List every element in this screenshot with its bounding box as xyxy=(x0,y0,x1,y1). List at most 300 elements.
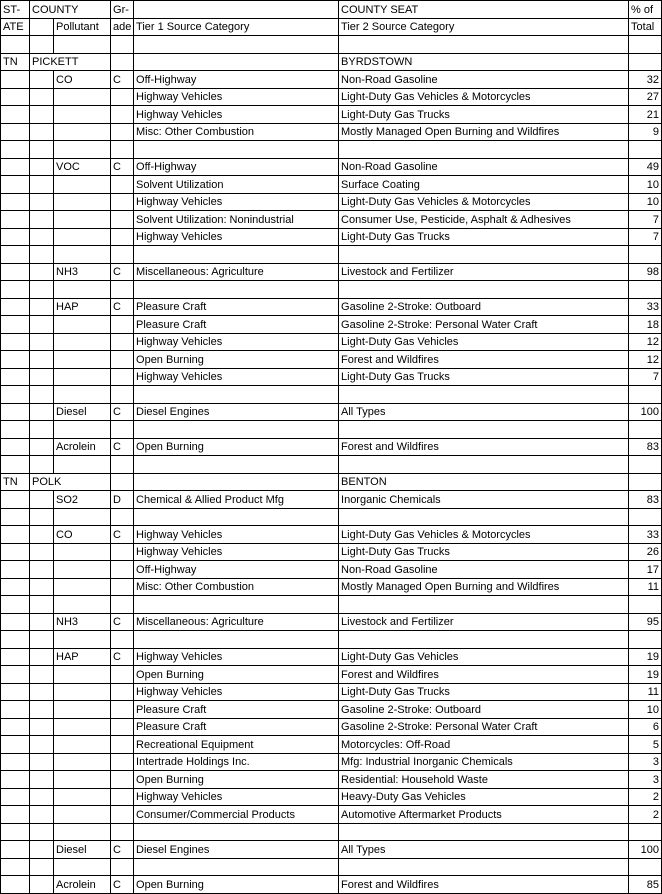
cell-pollutant xyxy=(54,806,111,824)
cell-tier1: Open Burning xyxy=(134,771,339,789)
cell-county xyxy=(30,263,54,281)
cell-tier1 xyxy=(134,421,339,439)
cell-pct: 19 xyxy=(629,648,662,666)
cell-grade: D xyxy=(111,491,134,509)
cell-state xyxy=(1,36,30,54)
cell-tier1: Intertrade Holdings Inc. xyxy=(134,753,339,771)
cell-tier2: Livestock and Fertilizer xyxy=(339,613,629,631)
cell-grade xyxy=(111,211,134,229)
cell-tier1 xyxy=(134,823,339,841)
cell-pct: 6 xyxy=(629,718,662,736)
cell-grade xyxy=(111,141,134,159)
cell-pollutant: VOC xyxy=(54,158,111,176)
cell-tier2: Consumer Use, Pesticide, Asphalt & Adhesives xyxy=(339,211,629,229)
cell-pollutant xyxy=(54,141,111,159)
cell-tier2 xyxy=(339,596,629,614)
cell-tier1: Misc: Other Combustion xyxy=(134,578,339,596)
cell-pct: 32 xyxy=(629,71,662,89)
table-row xyxy=(1,71,662,89)
cell-pollutant xyxy=(54,736,111,754)
cell-grade xyxy=(111,718,134,736)
cell-tier1: Solvent Utilization xyxy=(134,176,339,194)
header-state-line2: ATE xyxy=(1,18,30,36)
cell-county xyxy=(30,561,54,579)
cell-pct: 3 xyxy=(629,753,662,771)
header-county-seat: COUNTY SEAT xyxy=(339,1,629,19)
cell-grade xyxy=(111,806,134,824)
cell-tier2 xyxy=(339,36,629,54)
cell-tier1: Open Burning xyxy=(134,876,339,894)
cell-pollutant: CO xyxy=(54,526,111,544)
table-row xyxy=(1,876,662,894)
cell-county xyxy=(30,508,54,526)
cell-county xyxy=(30,158,54,176)
cell-grade xyxy=(111,281,134,299)
cell-tier1 xyxy=(134,386,339,404)
cell-tier1: Diesel Engines xyxy=(134,403,339,421)
cell-pct: 5 xyxy=(629,736,662,754)
cell-grade xyxy=(111,316,134,334)
cell-tier1: Off-Highway xyxy=(134,561,339,579)
cell-state xyxy=(1,106,30,124)
cell-county xyxy=(30,876,54,894)
cell-state xyxy=(1,193,30,211)
cell-tier1: Open Burning xyxy=(134,666,339,684)
cell-pollutant: Acrolein xyxy=(54,438,111,456)
blank-row xyxy=(1,508,662,526)
cell-tier2 xyxy=(339,421,629,439)
cell-tier1: Highway Vehicles xyxy=(134,106,339,124)
header-pct-line2: Total xyxy=(629,18,662,36)
cell-grade xyxy=(111,823,134,841)
cell-tier1: Open Burning xyxy=(134,438,339,456)
cell-grade: C xyxy=(111,158,134,176)
cell-tier1: Recreational Equipment xyxy=(134,736,339,754)
cell-tier2: Mostly Managed Open Burning and Wildfires xyxy=(339,123,629,141)
cell-county xyxy=(30,788,54,806)
cell-state xyxy=(1,298,30,316)
cell-tier1: Miscellaneous: Agriculture xyxy=(134,613,339,631)
cell-grade xyxy=(111,246,134,264)
cell-county xyxy=(30,351,54,369)
cell-tier2: Forest and Wildfires xyxy=(339,876,629,894)
cell-tier2: Gasoline 2-Stroke: Outboard xyxy=(339,701,629,719)
cell-grade xyxy=(111,771,134,789)
table-row xyxy=(1,736,662,754)
cell-tier1: Misc: Other Combustion xyxy=(134,123,339,141)
cell-pct: 12 xyxy=(629,333,662,351)
cell-grade xyxy=(111,683,134,701)
table-row xyxy=(1,526,662,544)
table-row xyxy=(1,701,662,719)
cell-pct xyxy=(629,858,662,876)
cell-state xyxy=(1,421,30,439)
cell-tier2: Non-Road Gasoline xyxy=(339,158,629,176)
cell-grade xyxy=(111,333,134,351)
cell-tier2 xyxy=(339,456,629,474)
cell-pollutant: NH3 xyxy=(54,263,111,281)
cell-county xyxy=(30,438,54,456)
header-grade-line1: Gr- xyxy=(111,1,134,19)
cell-grade xyxy=(111,368,134,386)
table-row xyxy=(1,491,662,509)
cell-pollutant xyxy=(54,753,111,771)
cell-pollutant xyxy=(54,561,111,579)
header-row-2 xyxy=(1,18,662,36)
cell-county xyxy=(30,823,54,841)
cell-county xyxy=(30,736,54,754)
cell-tier2: Residential: Household Waste xyxy=(339,771,629,789)
cell-county: PICKETT xyxy=(30,53,111,71)
cell-tier2: Light-Duty Gas Vehicles & Motorcycles xyxy=(339,193,629,211)
table-row xyxy=(1,718,662,736)
cell-state xyxy=(1,648,30,666)
cell-county xyxy=(30,491,54,509)
table-row xyxy=(1,298,662,316)
cell-grade xyxy=(111,543,134,561)
header-tier1-spacer xyxy=(134,1,339,19)
cell-county xyxy=(30,596,54,614)
cell-pollutant xyxy=(54,36,111,54)
table-row xyxy=(1,648,662,666)
cell-tier1: Highway Vehicles xyxy=(134,228,339,246)
cell-tier2 xyxy=(339,386,629,404)
cell-county xyxy=(30,298,54,316)
cell-grade: C xyxy=(111,613,134,631)
table-row xyxy=(1,88,662,106)
cell-pct: 100 xyxy=(629,841,662,859)
cell-state xyxy=(1,211,30,229)
cell-pollutant xyxy=(54,508,111,526)
cell-grade xyxy=(111,456,134,474)
cell-county xyxy=(30,141,54,159)
cell-pollutant xyxy=(54,211,111,229)
cell-pollutant xyxy=(54,176,111,194)
cell-tier1: Highway Vehicles xyxy=(134,193,339,211)
cell-tier2: Gasoline 2-Stroke: Outboard xyxy=(339,298,629,316)
cell-pollutant xyxy=(54,193,111,211)
blank-row xyxy=(1,386,662,404)
cell-grade xyxy=(111,228,134,246)
cell-pct: 7 xyxy=(629,228,662,246)
cell-state xyxy=(1,71,30,89)
cell-pollutant xyxy=(54,386,111,404)
table-row xyxy=(1,753,662,771)
table-row xyxy=(1,176,662,194)
table-row xyxy=(1,106,662,124)
cell-tier1: Open Burning xyxy=(134,351,339,369)
cell-tier1 xyxy=(134,508,339,526)
cell-pct: 10 xyxy=(629,193,662,211)
cell-pollutant xyxy=(54,123,111,141)
cell-grade xyxy=(111,631,134,649)
cell-pct: 2 xyxy=(629,788,662,806)
cell-state xyxy=(1,438,30,456)
cell-state xyxy=(1,561,30,579)
cell-pct: 85 xyxy=(629,876,662,894)
cell-tier2: Motorcycles: Off-Road xyxy=(339,736,629,754)
cell-state xyxy=(1,876,30,894)
cell-pct xyxy=(629,421,662,439)
cell-grade xyxy=(111,508,134,526)
cell-tier2: Inorganic Chemicals xyxy=(339,491,629,509)
cell-pct: 17 xyxy=(629,561,662,579)
table-row xyxy=(1,788,662,806)
cell-county xyxy=(30,841,54,859)
header-state-line1: ST- xyxy=(1,1,30,19)
cell-county xyxy=(30,281,54,299)
cell-pollutant xyxy=(54,421,111,439)
cell-state xyxy=(1,281,30,299)
cell-state: TN xyxy=(1,473,30,491)
table-row xyxy=(1,123,662,141)
cell-county xyxy=(30,333,54,351)
cell-tier1: Solvent Utilization: Nonindustrial xyxy=(134,211,339,229)
cell-grade xyxy=(111,753,134,771)
table-row xyxy=(1,228,662,246)
cell-tier2: Light-Duty Gas Vehicles xyxy=(339,648,629,666)
cell-state xyxy=(1,88,30,106)
cell-grade xyxy=(111,351,134,369)
cell-tier1: Consumer/Commercial Products xyxy=(134,806,339,824)
cell-tier2: Gasoline 2-Stroke: Personal Water Craft xyxy=(339,316,629,334)
cell-state xyxy=(1,386,30,404)
cell-grade xyxy=(111,858,134,876)
cell-tier2 xyxy=(339,858,629,876)
cell-tier2: Mostly Managed Open Burning and Wildfires xyxy=(339,578,629,596)
cell-state xyxy=(1,526,30,544)
cell-pct xyxy=(629,281,662,299)
cell-tier2: Surface Coating xyxy=(339,176,629,194)
cell-state xyxy=(1,596,30,614)
cell-county xyxy=(30,456,54,474)
cell-tier1 xyxy=(134,596,339,614)
cell-pollutant xyxy=(54,456,111,474)
cell-pct: 95 xyxy=(629,613,662,631)
cell-state xyxy=(1,823,30,841)
blank-row xyxy=(1,456,662,474)
cell-state xyxy=(1,701,30,719)
cell-pct: 19 xyxy=(629,666,662,684)
cell-state xyxy=(1,316,30,334)
cell-pct xyxy=(629,596,662,614)
cell-state xyxy=(1,141,30,159)
cell-pollutant: HAP xyxy=(54,648,111,666)
header-pollutant: Pollutant xyxy=(54,18,111,36)
cell-tier2: Heavy-Duty Gas Vehicles xyxy=(339,788,629,806)
cell-pct: 7 xyxy=(629,368,662,386)
cell-tier2: Light-Duty Gas Vehicles & Motorcycles xyxy=(339,526,629,544)
cell-tier1: Miscellaneous: Agriculture xyxy=(134,263,339,281)
cell-pollutant: HAP xyxy=(54,298,111,316)
cell-state xyxy=(1,176,30,194)
cell-pct: 12 xyxy=(629,351,662,369)
cell-grade: C xyxy=(111,841,134,859)
cell-state xyxy=(1,788,30,806)
cell-grade xyxy=(111,666,134,684)
blank-row xyxy=(1,281,662,299)
cell-pct xyxy=(629,36,662,54)
cell-tier1 xyxy=(134,141,339,159)
cell-tier1 xyxy=(134,53,339,71)
cell-tier1 xyxy=(134,246,339,264)
blank-row xyxy=(1,421,662,439)
cell-grade xyxy=(111,123,134,141)
cell-pct: 10 xyxy=(629,176,662,194)
cell-pollutant xyxy=(54,351,111,369)
cell-tier1 xyxy=(134,281,339,299)
cell-tier1: Off-Highway xyxy=(134,158,339,176)
cell-tier2 xyxy=(339,631,629,649)
header-county: COUNTY xyxy=(30,1,111,19)
cell-state xyxy=(1,666,30,684)
cell-pct: 9 xyxy=(629,123,662,141)
cell-county xyxy=(30,106,54,124)
cell-pollutant xyxy=(54,596,111,614)
cell-pct: 2 xyxy=(629,806,662,824)
cell-county xyxy=(30,88,54,106)
cell-tier2: Non-Road Gasoline xyxy=(339,561,629,579)
cell-pct xyxy=(629,508,662,526)
cell-county xyxy=(30,578,54,596)
cell-county xyxy=(30,368,54,386)
cell-state xyxy=(1,613,30,631)
cell-pollutant xyxy=(54,823,111,841)
cell-county xyxy=(30,543,54,561)
cell-tier1: Pleasure Craft xyxy=(134,718,339,736)
cell-pollutant xyxy=(54,771,111,789)
cell-pollutant: CO xyxy=(54,71,111,89)
cell-grade: C xyxy=(111,876,134,894)
cell-tier1: Highway Vehicles xyxy=(134,543,339,561)
cell-pct: 83 xyxy=(629,491,662,509)
table-row xyxy=(1,841,662,859)
cell-tier1: Pleasure Craft xyxy=(134,298,339,316)
cell-tier2: Light-Duty Gas Trucks xyxy=(339,228,629,246)
cell-pollutant xyxy=(54,701,111,719)
cell-pct xyxy=(629,823,662,841)
cell-tier1: Highway Vehicles xyxy=(134,648,339,666)
cell-pollutant xyxy=(54,858,111,876)
cell-grade xyxy=(111,701,134,719)
cell-tier2: Light-Duty Gas Vehicles & Motorcycles xyxy=(339,88,629,106)
table-row xyxy=(1,333,662,351)
cell-tier2: Automotive Aftermarket Products xyxy=(339,806,629,824)
header-pct-line1: % of xyxy=(629,1,662,19)
table-row xyxy=(1,351,662,369)
cell-state xyxy=(1,806,30,824)
blank-row xyxy=(1,858,662,876)
cell-county-seat: BYRDSTOWN xyxy=(339,53,629,71)
cell-tier1 xyxy=(134,36,339,54)
cell-pollutant xyxy=(54,788,111,806)
cell-pollutant: NH3 xyxy=(54,613,111,631)
cell-state xyxy=(1,683,30,701)
cell-pct: 98 xyxy=(629,263,662,281)
table-row xyxy=(1,578,662,596)
table-row xyxy=(1,211,662,229)
cell-pct: 33 xyxy=(629,526,662,544)
cell-county xyxy=(30,228,54,246)
cell-pollutant: Diesel xyxy=(54,841,111,859)
cell-state xyxy=(1,246,30,264)
cell-state xyxy=(1,736,30,754)
cell-tier1: Highway Vehicles xyxy=(134,526,339,544)
cell-grade: C xyxy=(111,438,134,456)
cell-tier1 xyxy=(134,456,339,474)
cell-county xyxy=(30,683,54,701)
cell-pollutant xyxy=(54,631,111,649)
table-row xyxy=(1,771,662,789)
cell-state xyxy=(1,403,30,421)
cell-state xyxy=(1,631,30,649)
cell-grade xyxy=(111,88,134,106)
cell-pollutant xyxy=(54,666,111,684)
cell-pct: 33 xyxy=(629,298,662,316)
cell-state xyxy=(1,578,30,596)
cell-pct xyxy=(629,631,662,649)
cell-pct xyxy=(629,246,662,264)
cell-tier2 xyxy=(339,246,629,264)
cell-pct xyxy=(629,456,662,474)
cell-pct: 100 xyxy=(629,403,662,421)
cell-pct xyxy=(629,386,662,404)
table-row xyxy=(1,543,662,561)
table-row xyxy=(1,158,662,176)
cell-county xyxy=(30,858,54,876)
cell-county xyxy=(30,316,54,334)
cell-county xyxy=(30,753,54,771)
cell-tier1: Chemical & Allied Product Mfg xyxy=(134,491,339,509)
table-row xyxy=(1,438,662,456)
cell-tier2: Livestock and Fertilizer xyxy=(339,263,629,281)
cell-pollutant xyxy=(54,368,111,386)
cell-tier2: Mfg: Industrial Inorganic Chemicals xyxy=(339,753,629,771)
cell-pollutant xyxy=(54,228,111,246)
cell-pct: 11 xyxy=(629,683,662,701)
cell-grade xyxy=(111,193,134,211)
cell-tier2: Light-Duty Gas Trucks xyxy=(339,106,629,124)
cell-pollutant xyxy=(54,718,111,736)
cell-pollutant xyxy=(54,316,111,334)
cell-tier1: Diesel Engines xyxy=(134,841,339,859)
cell-tier2 xyxy=(339,823,629,841)
cell-pct xyxy=(629,473,662,491)
blank-row xyxy=(1,596,662,614)
cell-grade xyxy=(111,36,134,54)
cell-tier2: Gasoline 2-Stroke: Personal Water Craft xyxy=(339,718,629,736)
cell-pollutant xyxy=(54,578,111,596)
cell-grade: C xyxy=(111,263,134,281)
cell-grade xyxy=(111,596,134,614)
table-row xyxy=(1,666,662,684)
cell-county xyxy=(30,386,54,404)
cell-state xyxy=(1,351,30,369)
blank-row xyxy=(1,631,662,649)
table-row xyxy=(1,193,662,211)
cell-pollutant xyxy=(54,543,111,561)
cell-grade: C xyxy=(111,403,134,421)
table-row xyxy=(1,683,662,701)
cell-tier2: Non-Road Gasoline xyxy=(339,71,629,89)
cell-tier2: Forest and Wildfires xyxy=(339,666,629,684)
cell-tier1: Highway Vehicles xyxy=(134,683,339,701)
cell-tier1 xyxy=(134,631,339,649)
cell-grade: C xyxy=(111,648,134,666)
cell-pct: 49 xyxy=(629,158,662,176)
cell-pollutant xyxy=(54,281,111,299)
cell-grade xyxy=(111,788,134,806)
